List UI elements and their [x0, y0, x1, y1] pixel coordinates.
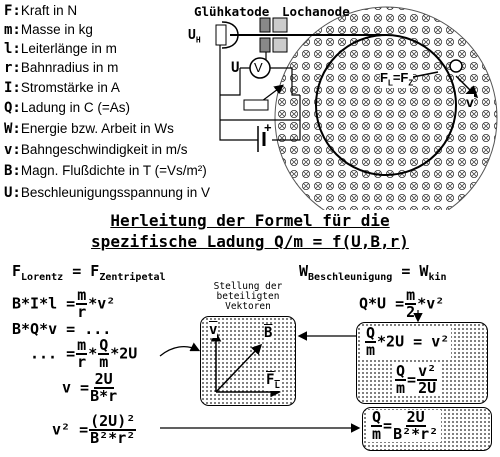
charge-mass-v-squared: $\frac{Q}{m}$ = $\frac{\text{v²}}{2U}$ [392, 364, 440, 396]
vector-f-label: $F_L$ [266, 372, 280, 391]
legend-item: W:Energie bzw. Arbeit in Ws [4, 121, 174, 137]
legend-item: F:Kraft in N [4, 3, 78, 19]
accel-voltage-label: U [231, 60, 240, 76]
legend-item: B:Magn. Flußdichte in T (=Vs/m²) [4, 163, 207, 179]
legend-item: r:Bahnradius in m [4, 60, 119, 76]
legend-item: I:Stromstärke in A [4, 80, 120, 96]
legend-item: U:Beschleunigungsspannung in V [4, 185, 211, 201]
heater-voltage-label: $U_H$ [188, 28, 201, 45]
vector-caption: Stellung der beteiligten Vektoren [213, 281, 283, 312]
final-formula: $\frac{Q}{m}$ = $\frac{2U}{\text{B²*r²}}$ [368, 410, 441, 442]
energy-equation: Q*U = $\frac{m}{2}$ *v² [359, 286, 445, 321]
velocity-squared-equation: v² = $\frac{\text{(2U)²}}{\text{B²*r²}}$ [52, 412, 136, 447]
velocity-equation: v = $\frac{2U}{B*r}$ [62, 370, 118, 405]
vector-v-label: $\overline{v}$ [209, 322, 218, 338]
legend-item: v:Bahngeschwindigkeit in m/s [4, 142, 188, 158]
battery-plus-label: + [264, 120, 272, 135]
cathode-label: Glühkatode [194, 4, 270, 19]
legend-item: l:Leiterlänge in m [4, 41, 117, 57]
energy-equation-header: $W_{Beschleunigung} = W_{kin}$ [299, 262, 447, 283]
substitution-equation: ... = $\frac{m}{r}$ * $\frac{Q}{m}$ *2U [30, 336, 138, 371]
page-subtitle: spezifische Ladung Q/m = f(U,B,r) [91, 232, 409, 251]
legend-item: Q:Ladung in C (=As) [4, 100, 131, 116]
legend-item: m:Masse in kg [4, 22, 93, 38]
anode-label: Lochanode [282, 4, 350, 19]
vector-b-label: $\overline{B}$ [264, 325, 273, 341]
force-equation: B*I*l = $\frac{m}{r}$ *v² [12, 286, 116, 321]
page-title: Herleitung der Formel für die [110, 211, 390, 230]
charge-force-equation: B*Q*v = ... [12, 320, 112, 338]
voltmeter-label: V [254, 60, 263, 75]
lorentz-equals-centripetal: $F_{Lorentz} = F_{Zentripetal}$ [12, 262, 166, 283]
velocity-label: v [466, 94, 474, 110]
charge-mass-times-2u: $\frac{Q}{m}$ *2U = v² [362, 326, 451, 358]
force-label: $F_L=F_Z$ [380, 70, 414, 88]
